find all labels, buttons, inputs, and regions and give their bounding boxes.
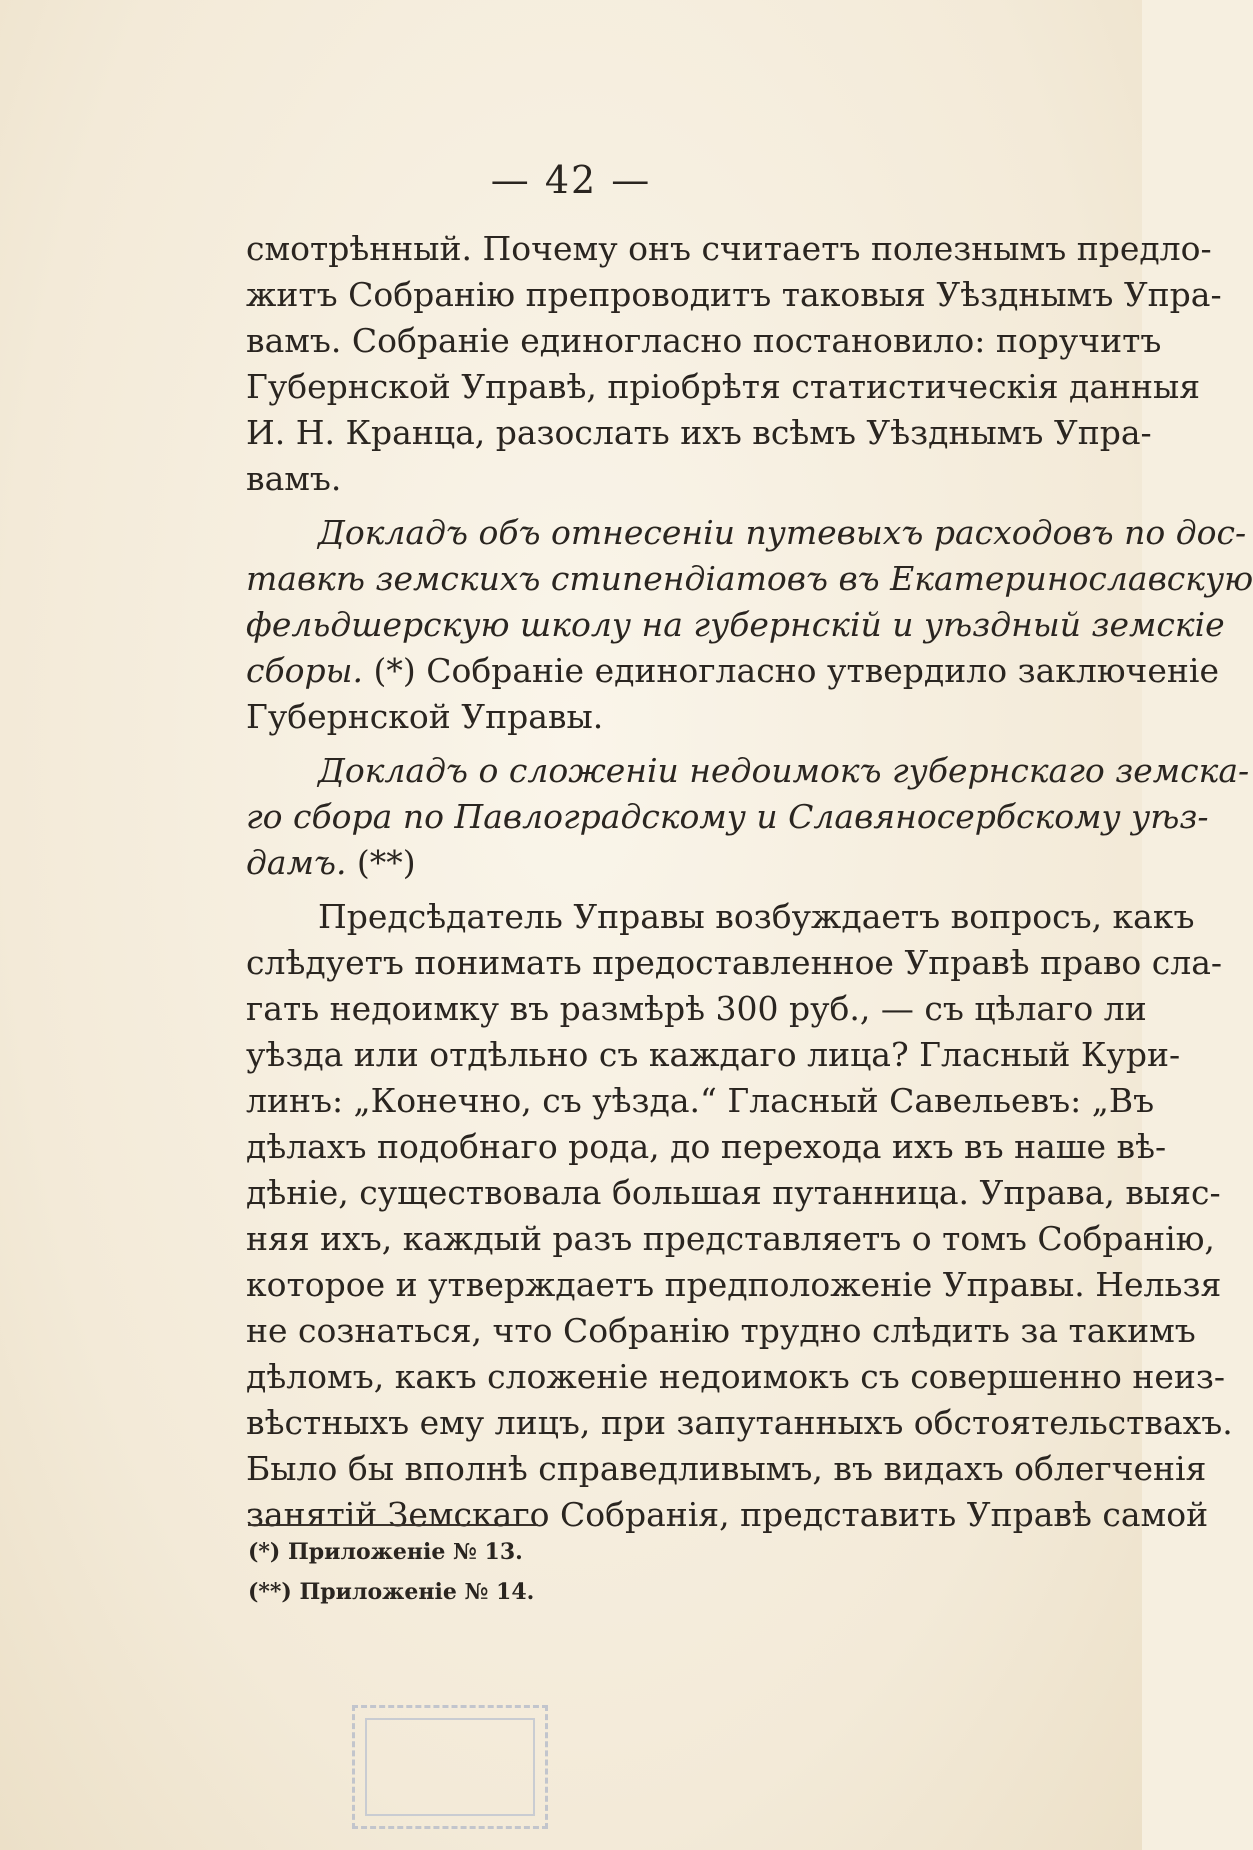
text-line: житъ Собранію препроводитъ таковыя Уѣзднымъ Упра-: [246, 275, 1222, 314]
text-line: И. Н. Кранца, разослать ихъ всѣмъ Уѣзднымъ Упра-: [246, 413, 1152, 452]
text-line: вамъ. Собраніе единогласно постановило: поручитъ: [246, 321, 1162, 360]
text-line: Губернской Управѣ, пріобрѣтя статистическія данныя: [246, 367, 1201, 406]
text-line: линъ: „Конечно, съ уѣзда.“ Гласный Савельевъ: „Въ: [246, 1081, 1155, 1120]
text-line: не сознаться, что Собранію трудно слѣдить за такимъ: [246, 1311, 1196, 1350]
text-line: Губернской Управы.: [246, 697, 604, 736]
text-line: Предсѣдатель Управы возбуждаетъ вопросъ, какъ: [318, 897, 1195, 936]
report-heading-line: го сбора по Павлоградскому и Славяносербскому уѣз-: [246, 797, 1209, 836]
report-heading-line: фельдшерскую школу на губернскій и уѣздный земскіе: [246, 605, 1225, 644]
library-stamp-frame: [365, 1718, 535, 1816]
text-line: смотрѣнный. Почему онъ считаетъ полезнымъ предло-: [246, 229, 1212, 268]
report-heading-line: Докладъ объ отнесеніи путевыхъ расходовъ по дос-: [318, 513, 1247, 552]
text-line: Было бы вполнѣ справедливымъ, въ видахъ облегченія: [246, 1449, 1207, 1488]
paragraph-gap: [246, 886, 1108, 894]
library-stamp: [352, 1705, 548, 1829]
report-heading-line: Докладъ о сложеніи недоимокъ губернскаго земска-: [318, 751, 1250, 790]
text-line: уѣзда или отдѣльно съ каждаго лица? Гласный Кури-: [246, 1035, 1181, 1074]
footnote: (*) Приложеніе № 13.: [248, 1539, 523, 1565]
text-line: няя ихъ, каждый разъ представляетъ о томъ Собранію,: [246, 1219, 1215, 1258]
text-line: дѣломъ, какъ сложеніе недоимокъ съ совершенно неиз-: [246, 1357, 1225, 1396]
body-text: [246, 226, 1253, 1538]
footnotes: [248, 1524, 1110, 1612]
text-line: гать недоимку въ размѣрѣ 300 руб., — съ цѣлаго ли: [246, 989, 1147, 1028]
text-span: (**): [346, 843, 416, 882]
text-line: слѣдуетъ понимать предоставленное Управѣ право сла-: [246, 943, 1223, 982]
text-line: которое и утверждаетъ предположеніе Управы. Нельзя: [246, 1265, 1222, 1304]
text-line: [246, 840, 1108, 886]
report-heading-end: сборы.: [246, 651, 363, 690]
paragraph-gap: [246, 740, 1108, 748]
paragraph-gap: [246, 502, 1108, 510]
text-line: вѣстныхъ ему лицъ, при запутанныхъ обстоятельствахъ.: [246, 1403, 1233, 1442]
footnote: (**) Приложеніе № 14.: [248, 1579, 535, 1605]
text-line: дѣніе, существовала большая путанница. Управа, выяс-: [246, 1173, 1221, 1212]
report-heading-line: тавкѣ земскихъ стипендіатовъ въ Екатеринославскую: [246, 559, 1253, 598]
footnote-rule: [248, 1524, 538, 1526]
report-heading-end: дамъ.: [246, 843, 347, 882]
text-line: [246, 648, 1219, 694]
text-line: дѣлахъ подобнаго рода, до перехода ихъ въ наше вѣ-: [246, 1127, 1167, 1166]
page-number: — 42 —: [490, 158, 652, 202]
text-span: (*) Собраніе единогласно утвердило заключеніе: [362, 651, 1219, 690]
text-line: вамъ.: [246, 459, 342, 498]
text-line: занятій Земскаго Собранія, представить Управѣ самой: [246, 1495, 1209, 1534]
